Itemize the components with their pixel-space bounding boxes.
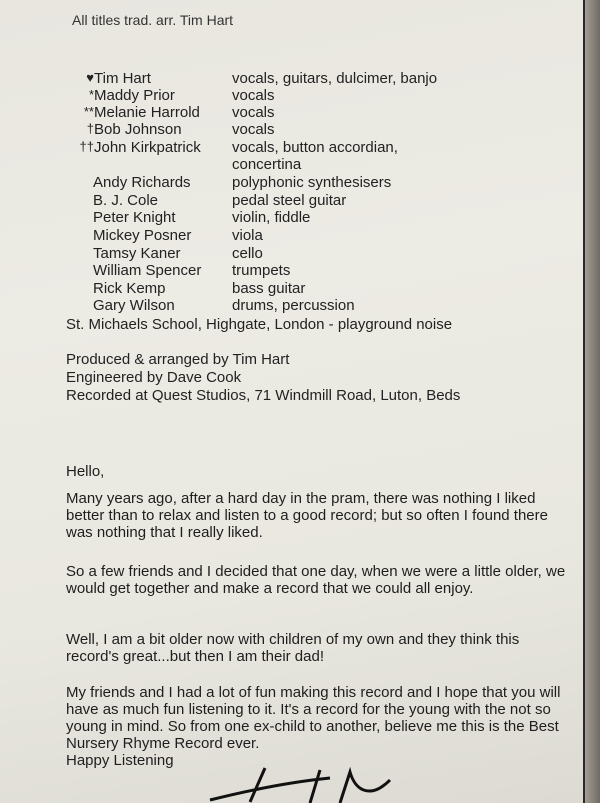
- credit-role: drums, percussion: [232, 297, 355, 314]
- credit-name: Andy Richards: [93, 174, 191, 191]
- credit-role: cello: [232, 245, 263, 262]
- signature: [190, 760, 450, 803]
- studio-credit: Recorded at Quest Studios, 71 Windmill Road, Luton, Beds: [66, 387, 461, 404]
- letter-paragraph: [66, 631, 571, 665]
- heart-icon: ♥: [86, 70, 94, 85]
- credit-role: violin, fiddle: [232, 209, 311, 226]
- credit-name: Rick Kemp: [93, 280, 166, 297]
- dagger-mark: †: [86, 121, 94, 136]
- letter-paragraph: [66, 490, 571, 541]
- letter-paragraph: [66, 684, 571, 752]
- playground-noise-credit: St. Michaels School, Highgate, London - playground noise: [66, 316, 453, 333]
- credit-name: Maddy Prior: [94, 87, 175, 104]
- credit-role: vocals, button accordian,: [232, 139, 398, 156]
- producer-credit: Produced & arranged by Tim Hart: [66, 351, 290, 368]
- credit-name: Melanie Harrold: [94, 104, 200, 121]
- credit-name: B. J. Cole: [93, 192, 159, 209]
- credit-name: Gary Wilson: [93, 297, 175, 314]
- closing-text: Happy Listening: [66, 752, 174, 769]
- letter-greeting: [66, 463, 571, 480]
- credit-name: John Kirkpatrick: [94, 139, 201, 156]
- credit-name: Tim Hart: [94, 70, 151, 87]
- arrangement-credit: All titles trad. arr. Tim Hart: [72, 12, 234, 28]
- credit-role: viola: [232, 227, 263, 244]
- letter-paragraph: [66, 563, 571, 597]
- credit-role: vocals: [232, 104, 275, 121]
- credit-role: trumpets: [232, 262, 291, 279]
- double-dagger-mark: ††: [79, 139, 94, 154]
- double-asterisk-mark: **: [83, 104, 94, 119]
- credit-name: Peter Knight: [93, 209, 176, 226]
- paragraph-text: Well, I am a bit older now with children of my own and they think this record's great...but then I am their dad!: [66, 631, 520, 665]
- credit-role: vocals: [232, 121, 275, 138]
- credit-role: vocals, guitars, dulcimer, banjo: [232, 70, 438, 87]
- credit-name: William Spencer: [93, 262, 202, 279]
- credit-role: polyphonic synthesisers: [232, 174, 392, 191]
- credit-name: Mickey Posner: [93, 227, 192, 244]
- credit-name: Tamsy Kaner: [93, 245, 181, 262]
- engineer-credit: Engineered by Dave Cook: [66, 369, 242, 386]
- credit-role: vocals: [232, 87, 275, 104]
- credit-role: pedal steel guitar: [232, 192, 347, 209]
- credit-role: concertina: [232, 156, 302, 173]
- page-edge-shadow: [585, 0, 600, 803]
- paragraph-text: Many years ago, after a hard day in the pram, there was nothing I liked better than to relax and listen to a good record; but so often I found there was nothing that I really liked.: [66, 490, 548, 541]
- credit-name: Bob Johnson: [94, 121, 182, 138]
- paragraph-text: My friends and I had a lot of fun making this record and I hope that you will have as much fun listening to it. It's a record for the young with the not so young in mind. So from one ex-child to another, believe me this is the Best Nursery Rhyme Record ever.: [66, 684, 561, 752]
- greeting-text: Hello,: [66, 463, 105, 480]
- credit-role: bass guitar: [232, 280, 306, 297]
- paragraph-text: So a few friends and I decided that one day, when we were a little older, we would get together and make a record that we could all enjoy.: [66, 563, 566, 597]
- asterisk-mark: *: [88, 87, 94, 102]
